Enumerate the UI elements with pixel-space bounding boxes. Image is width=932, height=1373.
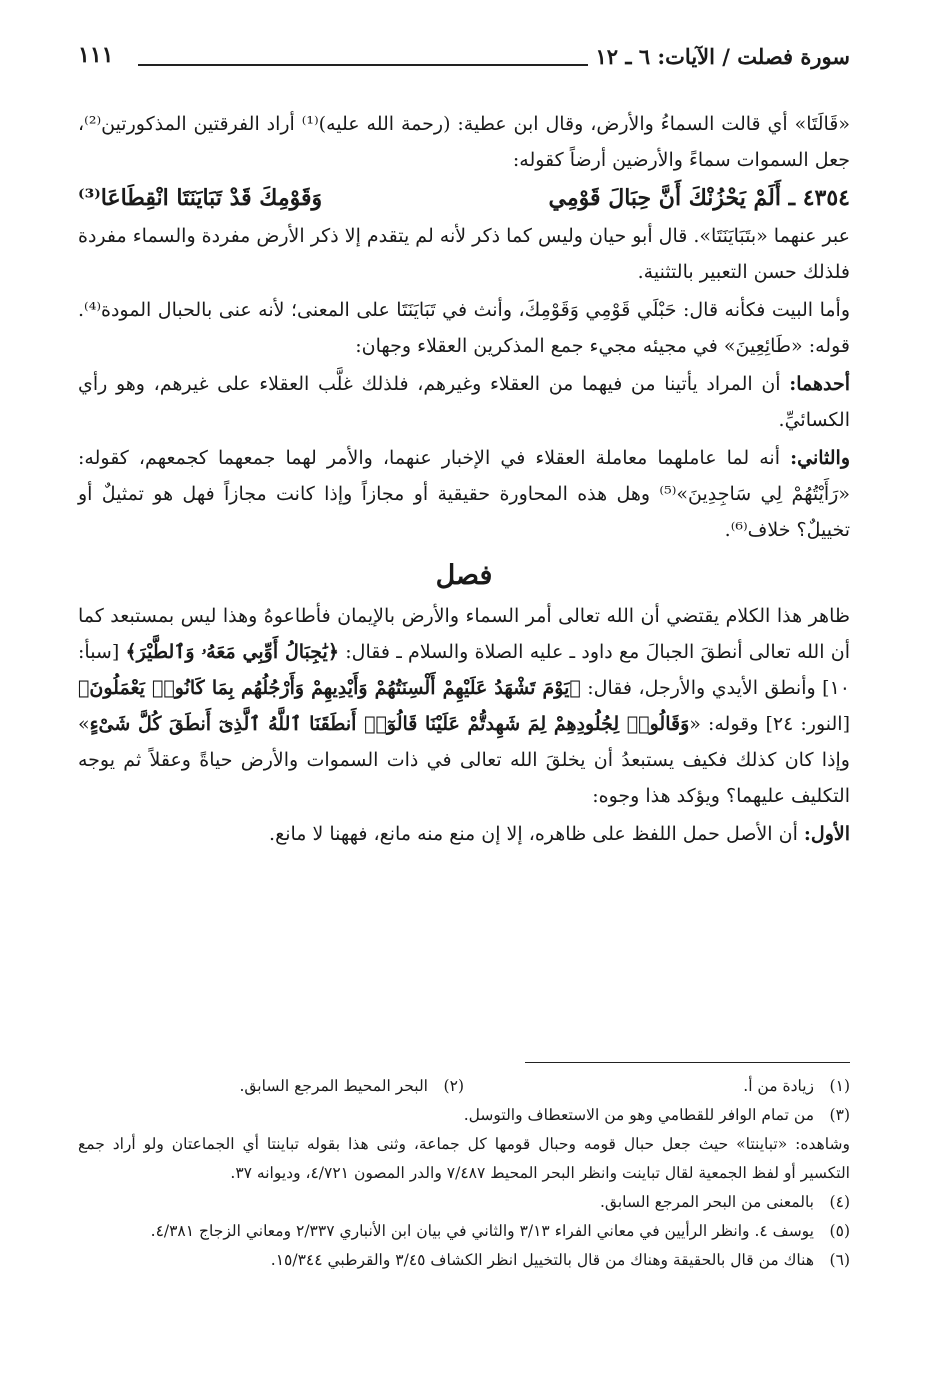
- footnote-5: [78, 1217, 850, 1246]
- quran-quote-nur: ﴿يَوْمَ تَشْهَدُ عَلَيْهِمْ أَلْسِنَتُهُمْ وَأَيْدِيهِمْ وَأَرْجُلُهُم بِمَا كَانُوا۟ يَعْمَلُونَ﴾: [78, 677, 581, 699]
- poetry-verse: [78, 178, 850, 218]
- running-header: [78, 42, 850, 76]
- first-aspect-label: الأول:: [803, 823, 850, 845]
- paragraph-6-part-c: [النور: ٢٤] وقوله: «: [689, 713, 850, 735]
- chapter-title: سورة فصلت / الآيات: ٦ ـ ١٢: [595, 44, 850, 69]
- section-heading: فصل: [435, 560, 493, 591]
- footnote-2: [78, 1072, 464, 1101]
- paragraph-6: [78, 598, 850, 814]
- footnote-number: (٣): [829, 1106, 850, 1124]
- quran-quote-fussilat: وَقَالُوا۟ لِجُلُودِهِمْ لِمَ شَهِدتُّمْ عَلَيْنَا قَالُوٓا۟ أَنطَقَنَا ٱللَّهُ ٱلَّذِىٓ أَنطَقَ كُلَّ شَىْءٍ: [89, 713, 690, 735]
- footnote-text: هناك من قال بالحقيقة وهناك من قال بالتخييل انظر الكشاف ٣/٤٥ والقرطبي ١٥/٣٤٤.: [270, 1251, 814, 1269]
- footnote-number: (٢): [443, 1077, 464, 1095]
- footnote-6: [78, 1246, 850, 1275]
- footnote-number: (٦): [829, 1251, 850, 1269]
- footnote-number: (٥): [829, 1222, 850, 1240]
- paragraph-2: عبر عنهما «بتَبَايَنَتَا». قال أبو حيان وليس كما ذكر لأنه لم يتقدم إلا ذكر الأرض مفردة والسماء مفردة فلذلك حسن التعبير بالتثنية.: [78, 225, 850, 283]
- footnote-text: من تمام الوافر للقطامي وهو من الاستعطاف والتوسل.: [463, 1106, 814, 1124]
- footnote-1: [464, 1072, 850, 1101]
- quran-quote-saba: ﴿يَٰجِبَالُ أَوِّبِي مَعَهُۥ وَٱلطَّيْرَ﴾: [125, 641, 339, 663]
- first-reason-label: أحدهما:: [789, 373, 850, 395]
- paragraph-1: «قَالَتَا» أي قالت السماءُ والأرض، وقال ابن عطية: (رحمة الله عليه)⁽¹⁾ أراد الفرقتين المذكورتين⁽²⁾، جعل السموات سماءً والأرضين أرضاً كقوله:: [78, 113, 850, 171]
- footnote-3: [78, 1101, 850, 1130]
- first-aspect-text: أن الأصل حمل اللفظ على ظاهره، إلا إن منع منه مانع، فههنا لا مانع.: [269, 823, 804, 845]
- footnote-number: (٤): [829, 1193, 850, 1211]
- paragraph-7: [78, 816, 850, 852]
- paragraph-5: [78, 440, 850, 548]
- footnote-row-1-2: [78, 1072, 850, 1101]
- second-reason-text: أنه لما عاملهما معاملة العقلاء في الإخبار عنهما، والأمر لهما جمعهما كجمعهم، كقوله: «رَأَيْتُهُمْ لِي سَاجِدِينَ»⁽⁵⁾ وهل هذه المحاورة حقيقية أو مجازاً وإذا كانت مجازاً فهل هو تمثيلٌ أو تخييلٌ؟ خلاف⁽⁶⁾.: [78, 447, 850, 541]
- page-number: ١١١: [78, 42, 114, 68]
- verse-first-hemistich: ٤٣٥٤ ـ أَلَمْ يَحْزُنْكَ أَنَّ حِبَالَ قَوْمِي: [548, 185, 850, 211]
- footnotes: [78, 1072, 850, 1275]
- footnote-text: يوسف ٤. وانظر الرأيين في معاني الفراء ٣/١٣ والثاني في بيان ابن الأنباري ٢/٣٣٧ ومعاني الزجاج ٤/٣٨١.: [150, 1222, 814, 1240]
- footnote-text: البحر المحيط المرجع السابق.: [239, 1077, 428, 1095]
- second-reason-label: والثاني:: [790, 447, 850, 469]
- main-text: [78, 106, 850, 852]
- paragraph-6-part-b: [سبأ: ١٠] وأنطق الأيدي والأرجل، فقال:: [78, 641, 851, 699]
- verse-second-hemistich: وَقَوْمِكَ قَدْ تَبَايَنَتَا انْقِطَاعَا⁽³⁾: [78, 185, 323, 211]
- footnote-4: [78, 1188, 850, 1217]
- first-reason-text: أن المراد يأتينا من فيهما من العقلاء وغيرهم، فلذلك غلَّب العقلاء على غيرهم، وهو رأي الكسائيِّ.: [78, 373, 850, 431]
- paragraph-4: [78, 366, 850, 438]
- paragraph-3: وأما البيت فكأنه قال: حَبْلَي قَوْمِي وَقَوْمِكَ، وأنث في تَبَايَنَتَا على المعنى؛ لأنه عنى بالحبال المودة⁽⁴⁾. قوله: «طَائِعِينَ» في مجيئه مجيء جمع المذكرين العقلاء وجهان:: [78, 299, 850, 357]
- footnote-separator: [525, 1062, 850, 1063]
- footnote-number: (١): [829, 1077, 850, 1095]
- footnote-text: بالمعنى من البحر المرجع السابق.: [600, 1193, 814, 1211]
- footnote-3-continuation: وشاهده: «تباينتا» حيث جعل حبال قومه وحبال قومها كل جماعة، وثنى هذا بقوله تباينتا أي الجماعتان ولو أراد جمع التكسير أو لفظ الجمعية لقال تباينت وانظر البحر المحيط ٧/٤٨٧ والدر المصون ٤/٧٢١، وديوانه ٣٧.: [78, 1135, 850, 1182]
- book-page: [78, 42, 850, 1362]
- paragraph-6-part-d: » وإذا كان كذلك فكيف يستبعدُ أن يخلقَ الله تعالى في ذات السموات والأرض حياةً وعقلاً ثم يوجه التكليف عليهما؟ ويؤكد هذا وجوه:: [78, 713, 850, 807]
- footnote-text: زيادة من أ.: [743, 1077, 814, 1095]
- header-rule: [138, 64, 588, 66]
- paragraph-6-part-a: ظاهر هذا الكلام يقتضي أن الله تعالى أمر السماء والأرض بالإيمان فأطاعوهُ وهذا ليس بمستبعد كما أن الله تعالى أنطقَ الجبالَ مع داود ـ عليه الصلاة والسلام ـ فقال:: [78, 605, 851, 663]
